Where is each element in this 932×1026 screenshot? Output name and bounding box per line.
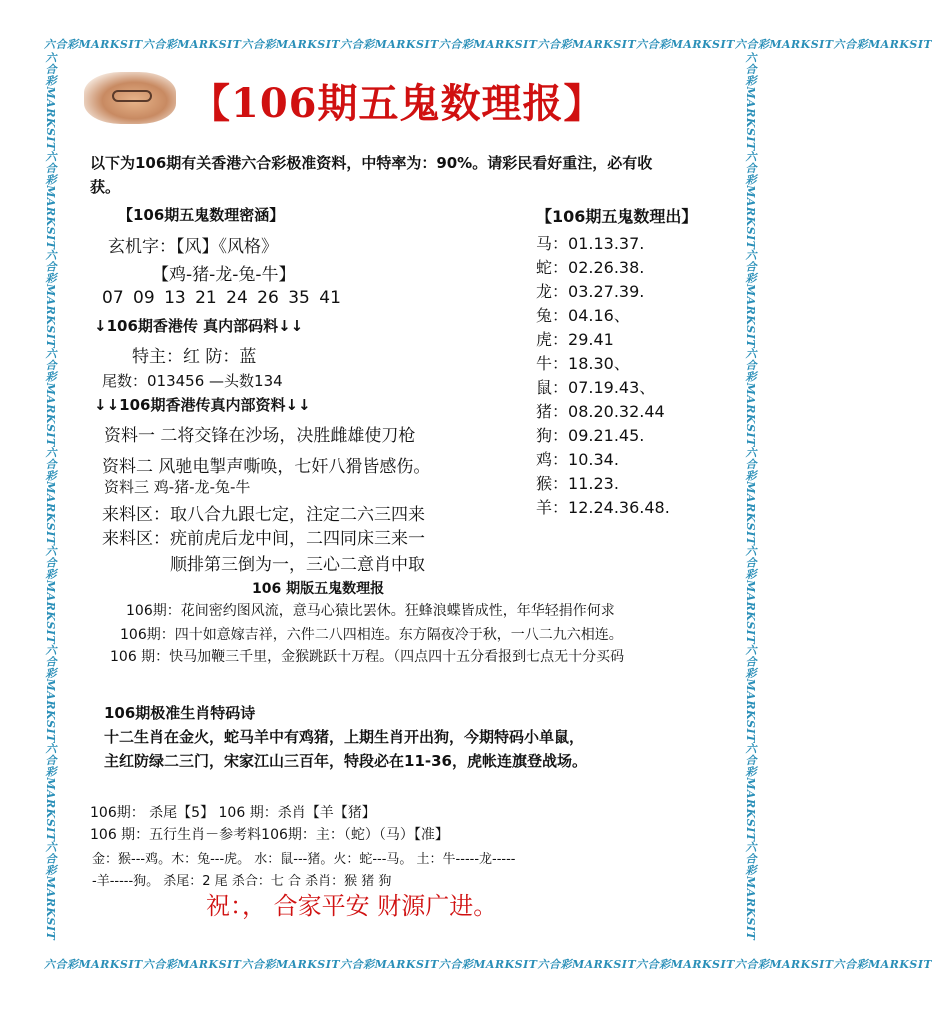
animal-row: 狗：09.21.45. [536,426,645,445]
special-poem-line-1: 十二生肖在金火，蛇马羊中有鸡猪，上期生肖开出狗，今期特码小单鼠， [104,728,585,746]
animal-row: 羊：12.24.36.48. [536,498,670,517]
poem-line-2: 106期：四十如意嫁吉祥，六件二八四相连。东方隔夜冷于秋，一八二九六相连。 [120,627,623,643]
animal-row: 猪：08.20.32.44 [536,402,665,421]
poem-heading: 106 期版五鬼数理报 [252,581,385,597]
portrait-image [84,72,176,124]
tail-head-numbers: 尾数：013456 —头数134 [102,372,283,390]
zodiac-list: 【鸡-猪-龙-兔-牛】 [152,265,296,285]
reference-3: 资料三 鸡-猪-龙-兔-牛 [104,478,251,496]
source-2: 来料区：疣前虎后龙中间，二四同床三来一 [102,529,425,549]
blessing-text: 祝：， 合家平安 财源广进。 [206,892,498,920]
animal-row: 猴：11.23. [536,474,619,493]
poem-line-1: 106期：花间密约图风流，意马心猿比罢休。狂蜂浪蝶皆成性，年华轻捐作何求 [126,603,615,619]
border-watermark-left: 六合彩MARKSIT六合彩MARKSIT六合彩MARKSIT六合彩MARKSIT六合彩MARKSIT六合彩MARKSIT六合彩MARKSIT六合彩MARKSIT六合彩MARKSIT [44,52,57,941]
reference-1: 资料一 二将交锋在沙场，决胜雌雄使刀枪 [104,426,416,446]
source-3: 顺排第三倒为一，三心二意肖中取 [170,555,425,575]
number-list: 07 09 13 21 24 26 35 41 [102,288,341,308]
animal-row: 兔：04.16、 [536,306,630,325]
insider-heading-2: ↓↓106期香港传真内部资料↓↓ [94,396,311,414]
border-watermark-top: 六合彩MARKSIT六合彩MARKSIT六合彩MARKSIT六合彩MARKSIT六合彩MARKSIT六合彩MARKSIT六合彩MARKSIT六合彩MARKSIT六合彩MARKSIT [44,38,932,51]
animal-row: 鼠：07.19.43、 [536,378,656,397]
numbers-heading: 【106期五鬼数理出】 [536,207,698,226]
special-poem-heading: 106期极准生肖特码诗 [104,704,256,722]
border-watermark-bottom: 六合彩MARKSIT六合彩MARKSIT六合彩MARKSIT六合彩MARKSIT六合彩MARKSIT六合彩MARKSIT六合彩MARKSIT六合彩MARKSIT六合彩MARKSIT [44,958,932,971]
kill-line-2: 106 期：五行生肖－参考料106期：主：（蛇）（马）【准】 [90,827,449,843]
animal-row: 鸡：10.34. [536,450,619,469]
xuanji-text: 玄机字：【风】《风格》 [108,237,278,257]
wuxing-line-1: 金：猴---鸡。木：兔---虎。 水：鼠---猪。火：蛇---马。 土：牛-----龙----- [92,852,516,867]
source-1: 来料区：取八合九跟七定，注定二六三四来 [102,505,425,525]
animal-row: 牛：18.30、 [536,354,630,373]
kill-line-1: 106期： 杀尾【5】 106 期：杀肖【羊【猪】 [90,805,376,821]
intro-text-line1: 以下为106期有关香港六合彩极准资料，中特率为：90%。请彩民看好重注，必有收 [90,154,653,172]
special-poem-line-2: 主红防绿二三门，宋家江山三百年，特段必在11-36，虎帐连旗登战场。 [104,752,587,770]
reference-2: 资料二 风驰电掣声嘶唤，七奸八猾皆感伤。 [102,457,431,477]
border-watermark-right: 六合彩MARKSIT六合彩MARKSIT六合彩MARKSIT六合彩MARKSIT六合彩MARKSIT六合彩MARKSIT六合彩MARKSIT六合彩MARKSIT六合彩MARKSIT [744,52,757,941]
animal-row: 龙：03.27.39. [536,282,645,301]
animal-row: 蛇：02.26.38. [536,258,645,277]
wuxing-line-2: -羊-----狗。 杀尾：2 尾 杀合：七 合 杀肖：猴 猪 狗 [92,874,392,889]
animal-row: 马：01.13.37. [536,234,645,253]
insider-heading-1: ↓106期香港传 真内部码料↓↓ [94,317,304,335]
animal-row: 虎：29.41 [536,330,614,349]
secret-heading: 【106期五鬼数理密涵】 [118,206,285,224]
page-title: 【106期五鬼数理报】 [190,80,605,127]
intro-text-line2: 获。 [90,178,121,196]
special-color: 特主：红 防：蓝 [132,347,257,367]
poem-line-3: 106 期：快马加鞭三千里，金猴跳跃十万程。（四点四十五分看报到七点无十分买码 [110,649,625,665]
